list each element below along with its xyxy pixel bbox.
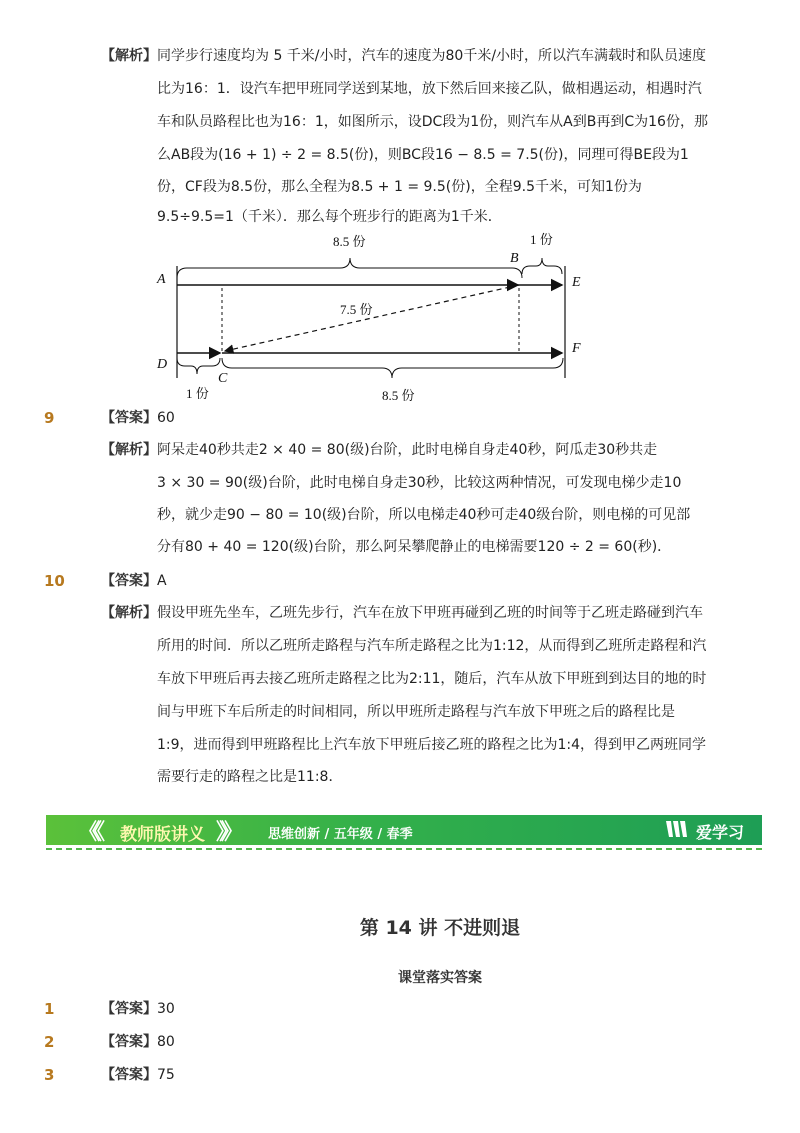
analysis-line: 份，CF段为8.5份，那么全程为8.5 + 1 = 9.5(份)，全程9.5千米，可知1份为 [157,179,642,195]
point-E: E [572,275,581,290]
analysis-tag: 【解析】 [101,48,157,64]
answer-tag: 【答案】 [101,1067,157,1083]
point-F: F [572,341,581,356]
analysis-line: 间与甲班下车后所走的时间相同，所以甲班所走路程与汽车放下甲班之后的路程比是 [157,704,675,720]
analysis-line: 阿呆走40秒共走2 × 40 = 80(级)台阶，此时电梯自身走40秒，阿瓜走30秒共走 [157,442,658,458]
section-title: 课堂落实答案 [398,970,482,986]
brand-logo-icon [664,819,690,839]
top-right-brace [522,258,562,274]
analysis-line: 分有80 + 40 = 120(级)台阶，那么阿呆攀爬静止的电梯需要120 ÷ 2 = 60(秒)． [157,539,672,555]
analysis-line: 车和队员路程比也为16：1，如图所示，设DC段为1份，则汽车从A到B再到C为16份，那 [157,114,708,130]
answer-value: 75 [157,1067,175,1083]
answer-value: 80 [157,1034,175,1050]
question-number: 2 [44,1033,55,1051]
analysis-line: 需要行走的路程之比是11:8． [157,769,343,785]
analysis-tag: 【解析】 [101,605,157,621]
label-top-right: 1 份 [530,232,553,247]
analysis-line: 么AB段为(16 + 1) ÷ 2 = 8.5(份)，则BC段16 − 8.5 = 7.5(份)，同理可得BE段为1 [157,147,689,163]
point-D: D [157,357,168,372]
label-bottom: 8.5 份 [382,388,415,403]
analysis-tag: 【解析】 [101,442,157,458]
point-A: A [157,272,166,287]
bottom-left-brace [177,358,220,374]
chevron-right-icon: 》》 [216,820,238,845]
answer-tag: 【答案】 [101,1034,157,1050]
analysis-line: 同学步行速度均为 5 千米/小时，汽车的速度为80千米/小时，所以汽车满载时和队员速度 [157,48,707,64]
lecture-title: 第 14 讲 不进则退 [359,917,521,939]
answer-tag: 【答案】 [101,1001,157,1017]
bottom-brace [222,358,563,378]
analysis-line: 比为16：1．设汽车把甲班同学送到某地，放下然后回来接乙队，做相遇运动，相遇时汽 [157,81,702,97]
label-top: 8.5 份 [333,234,366,249]
point-C: C [218,371,228,386]
analysis-line: 秒，就少走90 − 80 = 10(级)台阶，所以电梯走40秒可走40级台阶，则电梯的可见部 [157,507,691,523]
answer-value: A [157,573,167,589]
analysis-line: 1:9，进而得到甲班路程比上汽车放下甲班后接乙班的路程之比为1:4，得到甲乙两班同学 [157,737,707,753]
point-B: B [510,251,519,266]
answer-value: 30 [157,1001,175,1017]
question-number: 3 [44,1066,55,1084]
arrow-BC [225,285,519,351]
question-number: 10 [44,572,65,590]
banner-divider [46,848,762,850]
analysis-line: 假设甲班先坐车，乙班先步行，汽车在放下甲班再碰到乙班的时间等于乙班走路碰到汽车 [157,605,703,621]
analysis-line: 所用的时间．所以乙班所走路程与汽车所走路程之比为1:12，从而得到乙班所走路程和汽 [157,638,707,654]
analysis-line: 车放下甲班后再去接乙班所走路程之比为2:11，随后，汽车从放下甲班到到达目的地的时 [157,671,707,687]
question-number: 9 [44,409,55,427]
answer-tag: 【答案】 [101,573,157,589]
label-bottom-left: 1 份 [186,386,209,401]
brand-name: 爱学习 [696,823,745,842]
banner-title: 教师版讲义 [120,825,205,845]
chevron-left-icon: 《《 [78,820,100,845]
answer-tag: 【答案】 [101,410,157,426]
banner-subtitle: 思维创新 / 五年级 / 春季 [268,827,413,842]
answer-value: 60 [157,410,175,426]
analysis-line: 9.5÷9.5=1（千米）．那么每个班步行的距离为1千米． [157,209,502,225]
label-middle: 7.5 份 [340,302,373,317]
analysis-line: 3 × 30 = 90(级)台阶，此时电梯自身走30秒，比较这两种情况，可发现电梯少走10 [157,475,682,491]
top-brace [177,258,522,278]
question-number: 1 [44,1000,55,1018]
segment-diagram [150,228,610,408]
